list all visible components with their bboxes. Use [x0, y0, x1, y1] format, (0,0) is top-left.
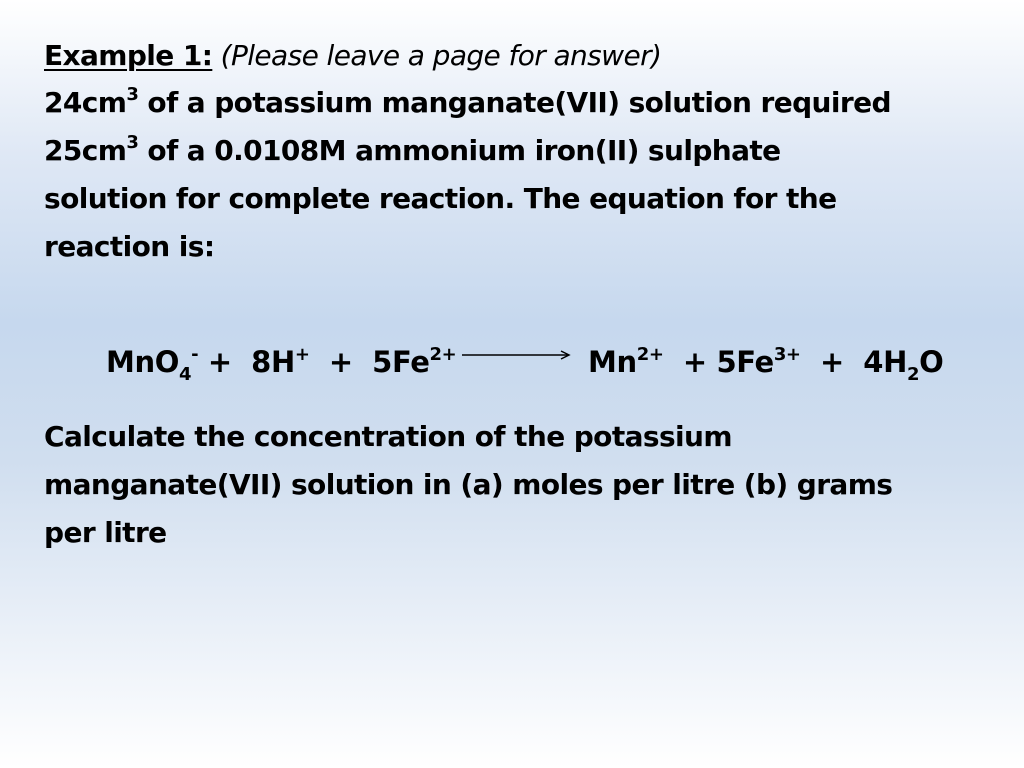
- iron-ii-term: + 5Fe: [309, 345, 430, 379]
- problem-statement: [44, 79, 1004, 271]
- volume-2: 25cm: [44, 134, 127, 167]
- volume-1: 24cm: [44, 86, 127, 119]
- problem-line-3: solution for complete reaction. The equation for the: [44, 182, 837, 215]
- problem-line-1-text: of a potassium manganate(VII) solution required: [138, 86, 891, 119]
- water-subscript: 2: [906, 364, 920, 385]
- water-term: + 4H: [800, 345, 907, 379]
- permanganate-formula: MnO: [106, 345, 179, 379]
- right-arrow-icon: [462, 349, 572, 361]
- problem-line-2: [44, 127, 1004, 175]
- question-line-3: per litre: [44, 516, 167, 549]
- equation-reactants: [106, 338, 456, 386]
- question-line-1: Calculate the concentration of the potassium: [44, 420, 732, 453]
- problem-line-4: reaction is:: [44, 230, 215, 263]
- example-heading: [44, 36, 661, 76]
- manganese-ion: Mn: [588, 345, 637, 379]
- volume-1-exponent: 3: [126, 84, 139, 105]
- iron-iii-charge: 3+: [773, 344, 801, 365]
- permanganate-charge: -: [191, 344, 199, 365]
- manganese-ion-charge: 2+: [636, 344, 664, 365]
- iron-ii-charge: 2+: [429, 344, 457, 365]
- problem-line-2-text: of a 0.0108M ammonium iron(II) sulphate: [138, 134, 781, 167]
- question-line-2: manganate(VII) solution in (a) moles per litre (b) grams: [44, 468, 893, 501]
- hydrogen-ion-term: + 8H: [198, 345, 295, 379]
- hydrogen-ion-charge: +: [294, 344, 310, 365]
- equation-products: [588, 338, 943, 386]
- permanganate-subscript: 4: [178, 364, 192, 385]
- example-label: Example 1:: [44, 39, 213, 72]
- iron-iii-term: + 5Fe: [663, 345, 774, 379]
- problem-line-1: [44, 79, 1004, 127]
- volume-2-exponent: 3: [126, 132, 139, 153]
- question-text: [44, 413, 1004, 557]
- water-oxygen: O: [919, 345, 944, 379]
- example-note: (Please leave a page for answer): [220, 39, 662, 72]
